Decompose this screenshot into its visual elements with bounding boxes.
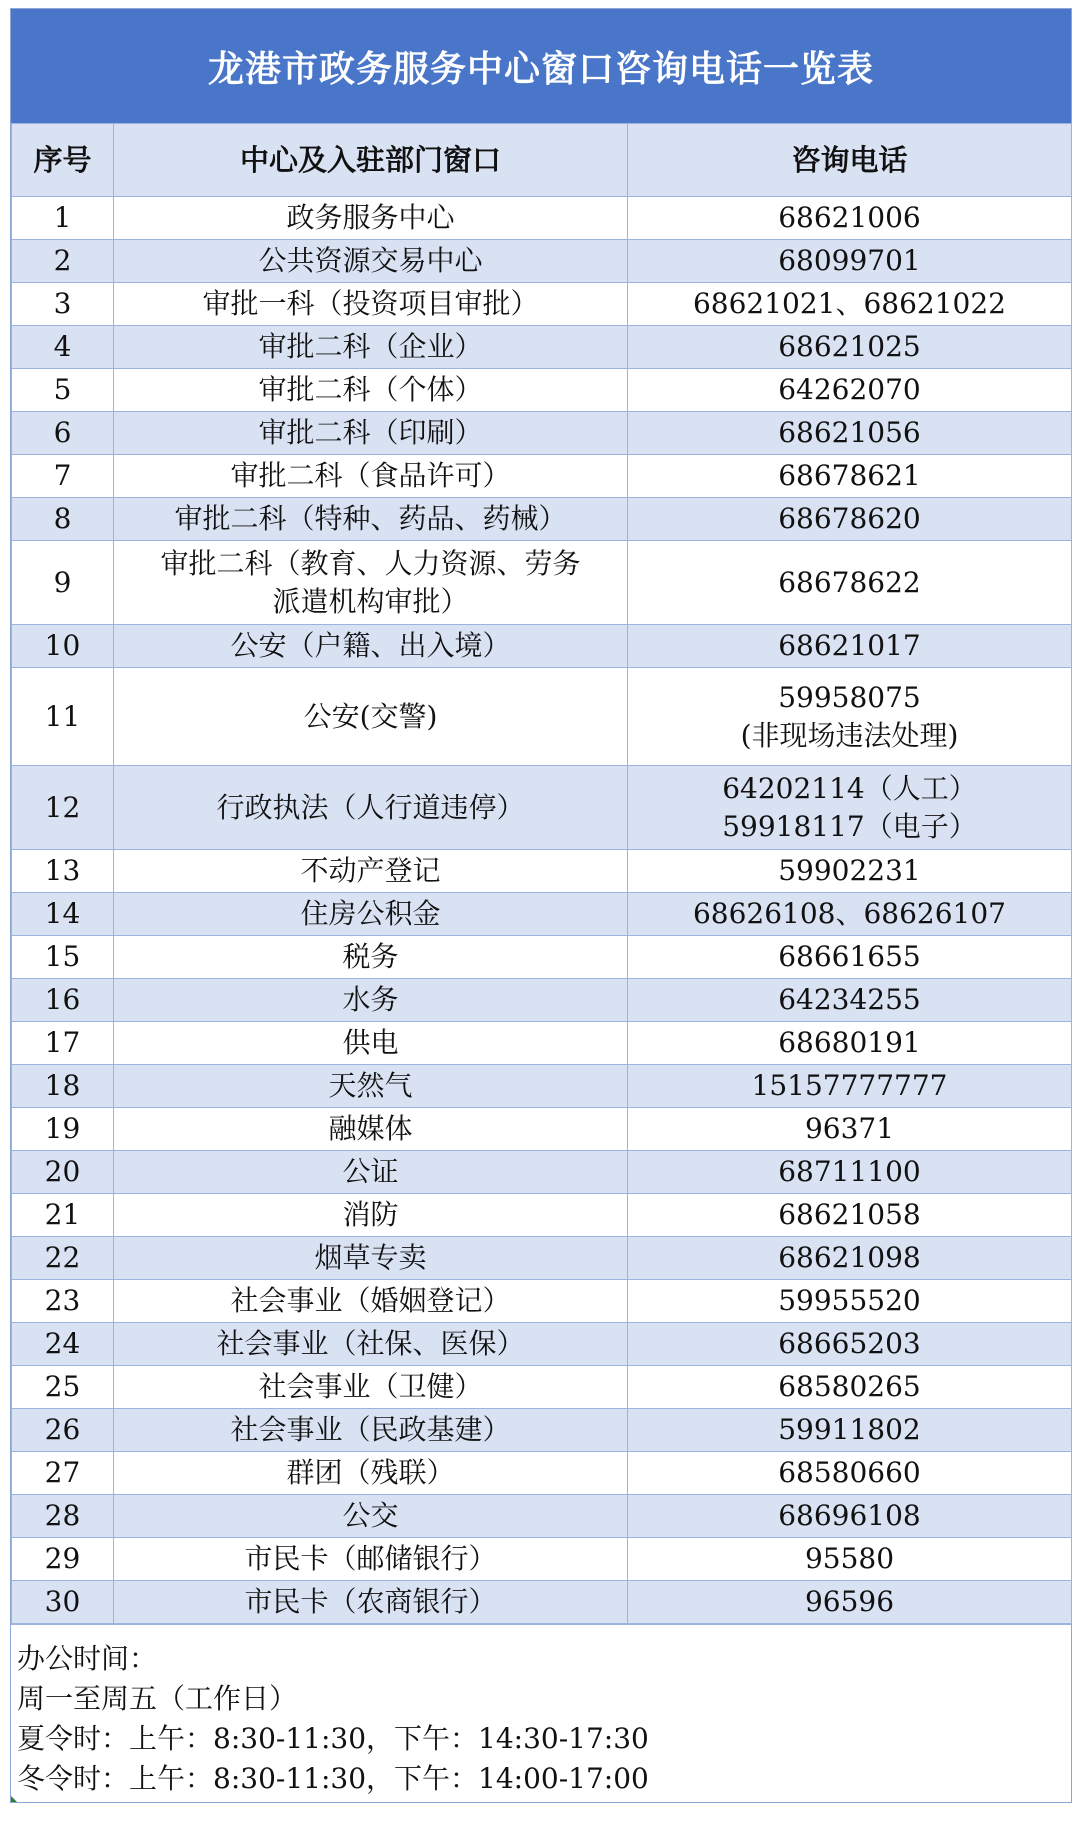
cell-dept bbox=[114, 455, 628, 498]
cell-index: 9 bbox=[12, 541, 114, 625]
cell-phone-line: 15157777777 bbox=[751, 1069, 948, 1102]
cell-phone-line: 59955520 bbox=[778, 1284, 921, 1317]
cell-index: 23 bbox=[12, 1280, 114, 1323]
cell-index: 21 bbox=[12, 1194, 114, 1237]
cell-phone-line: 68580660 bbox=[778, 1456, 921, 1489]
header-index: 序号 bbox=[12, 124, 114, 197]
cell-dept-line: 市民卡（农商银行） bbox=[244, 1585, 497, 1618]
cell-dept-line: 审批二科（企业） bbox=[258, 330, 483, 363]
cell-dept bbox=[114, 326, 628, 369]
cell-dept-line: 天然气 bbox=[328, 1069, 413, 1102]
cell-dept-line: 政务服务中心 bbox=[286, 201, 455, 234]
table-row bbox=[12, 1452, 1072, 1495]
cell-index: 24 bbox=[12, 1323, 114, 1366]
cell-phone bbox=[628, 979, 1072, 1022]
table-row bbox=[12, 1280, 1072, 1323]
cell-phone bbox=[628, 1581, 1072, 1624]
cell-phone bbox=[628, 498, 1072, 541]
cell-dept bbox=[114, 979, 628, 1022]
cell-index: 7 bbox=[12, 455, 114, 498]
note-line-summer: 夏令时：上午：8:30-11:30，下午：14:30-17:30 bbox=[17, 1722, 649, 1755]
cell-index: 18 bbox=[12, 1065, 114, 1108]
cell-phone bbox=[628, 1280, 1072, 1323]
cell-index: 12 bbox=[12, 766, 114, 850]
cell-index: 14 bbox=[12, 893, 114, 936]
cell-phone-line: 68621006 bbox=[778, 201, 921, 234]
cell-index: 20 bbox=[12, 1151, 114, 1194]
note-line-weekdays: 周一至周五（工作日） bbox=[17, 1682, 298, 1715]
cell-dept-line: 公证 bbox=[342, 1155, 399, 1188]
table-row bbox=[12, 625, 1072, 668]
cell-index: 8 bbox=[12, 498, 114, 541]
header-phone: 咨询电话 bbox=[628, 124, 1072, 197]
cell-dept-line: 派遣机构审批） bbox=[272, 584, 469, 618]
cell-phone-line: 95580 bbox=[804, 1542, 895, 1575]
table-row bbox=[12, 1108, 1072, 1151]
cell-phone bbox=[628, 1151, 1072, 1194]
cell-dept bbox=[114, 1151, 628, 1194]
cell-dept-line: 审批二科（教育、人力资源、劳务 bbox=[160, 546, 581, 580]
cell-dept-line: 审批二科（个体） bbox=[258, 373, 483, 406]
cell-phone bbox=[628, 1323, 1072, 1366]
cell-phone bbox=[628, 766, 1072, 850]
note-line-winter: 冬令时：上午：8:30-11:30，下午：14:00-17:00 bbox=[17, 1762, 649, 1795]
cell-dept bbox=[114, 1581, 628, 1624]
cell-phone bbox=[628, 1065, 1072, 1108]
cell-dept-line: 住房公积金 bbox=[300, 897, 441, 930]
phone-directory-sheet bbox=[10, 8, 1072, 1803]
cell-phone-line: 68678622 bbox=[778, 565, 921, 599]
cell-phone bbox=[628, 455, 1072, 498]
cell-phone-line: 68621058 bbox=[778, 1198, 921, 1231]
cell-dept bbox=[114, 498, 628, 541]
table-body bbox=[12, 197, 1072, 1624]
cell-phone bbox=[628, 1366, 1072, 1409]
cell-phone-line: 68696108 bbox=[778, 1499, 921, 1532]
table-row bbox=[12, 668, 1072, 766]
table-row bbox=[12, 1366, 1072, 1409]
cell-phone-line: 59902231 bbox=[778, 854, 921, 887]
cell-phone-line: 68621017 bbox=[778, 629, 921, 662]
cell-phone bbox=[628, 240, 1072, 283]
cell-dept bbox=[114, 1538, 628, 1581]
table-row bbox=[12, 498, 1072, 541]
table-row bbox=[12, 1151, 1072, 1194]
cell-dept-line: 审批二科（特种、药品、药械） bbox=[174, 502, 567, 535]
cell-phone bbox=[628, 1452, 1072, 1495]
cell-index: 30 bbox=[12, 1581, 114, 1624]
cell-dept-line: 不动产登记 bbox=[300, 854, 441, 887]
directory-table bbox=[11, 123, 1072, 1624]
cell-dept-line: 社会事业（卫健） bbox=[258, 1370, 483, 1403]
cell-phone-line: 59918117（电子） bbox=[722, 809, 977, 843]
cell-dept-line: 水务 bbox=[342, 983, 399, 1016]
cell-phone-line: 68711100 bbox=[778, 1155, 921, 1188]
cell-phone-line: 64202114（人工） bbox=[722, 771, 977, 805]
cell-index: 26 bbox=[12, 1409, 114, 1452]
table-row bbox=[12, 1409, 1072, 1452]
table-row bbox=[12, 1237, 1072, 1280]
cell-phone-line: 68621098 bbox=[778, 1241, 921, 1274]
cell-phone bbox=[628, 1538, 1072, 1581]
cell-dept bbox=[114, 1022, 628, 1065]
cell-index: 5 bbox=[12, 369, 114, 412]
cell-phone bbox=[628, 541, 1072, 625]
note-line-heading: 办公时间： bbox=[17, 1642, 158, 1675]
cell-dept bbox=[114, 412, 628, 455]
table-row bbox=[12, 1194, 1072, 1237]
cell-dept-line: 社会事业（婚姻登记） bbox=[230, 1284, 511, 1317]
cell-phone bbox=[628, 1409, 1072, 1452]
cell-index: 4 bbox=[12, 326, 114, 369]
cell-index: 11 bbox=[12, 668, 114, 766]
table-row bbox=[12, 283, 1072, 326]
cell-phone-line: 68678620 bbox=[778, 502, 921, 535]
cell-dept-line: 市民卡（邮储银行） bbox=[244, 1542, 497, 1575]
cell-phone-line: 68099701 bbox=[778, 244, 921, 277]
table-row bbox=[12, 893, 1072, 936]
cell-dept bbox=[114, 1366, 628, 1409]
cell-phone bbox=[628, 850, 1072, 893]
table-row bbox=[12, 1495, 1072, 1538]
cell-dept-line: 公共资源交易中心 bbox=[258, 244, 483, 277]
cell-dept-line: 公安(交警) bbox=[303, 699, 438, 733]
cell-index: 16 bbox=[12, 979, 114, 1022]
cell-index: 17 bbox=[12, 1022, 114, 1065]
cell-dept bbox=[114, 541, 628, 625]
cell-index: 28 bbox=[12, 1495, 114, 1538]
cell-phone-line: 64262070 bbox=[778, 373, 921, 406]
cell-dept bbox=[114, 1194, 628, 1237]
cell-dept-line: 公安（户籍、出入境） bbox=[230, 629, 511, 662]
table-row bbox=[12, 369, 1072, 412]
cell-dept bbox=[114, 1065, 628, 1108]
cell-dept bbox=[114, 1323, 628, 1366]
cell-dept bbox=[114, 625, 628, 668]
cell-phone-line: 68580265 bbox=[778, 1370, 921, 1403]
cell-index: 2 bbox=[12, 240, 114, 283]
cell-phone bbox=[628, 283, 1072, 326]
cell-dept bbox=[114, 1452, 628, 1495]
table-row bbox=[12, 1323, 1072, 1366]
cell-dept bbox=[114, 850, 628, 893]
cell-phone bbox=[628, 936, 1072, 979]
cell-dept-line: 审批二科（印刷） bbox=[258, 416, 483, 449]
sheet-title: 龙港市政务服务中心窗口咨询电话一览表 bbox=[11, 9, 1071, 123]
cell-phone-line: 59958075 bbox=[778, 680, 921, 714]
cell-phone-line: 68626108、68626107 bbox=[692, 897, 1007, 930]
cell-index: 27 bbox=[12, 1452, 114, 1495]
cell-phone-line: 68621021、68621022 bbox=[692, 287, 1007, 320]
cell-phone bbox=[628, 1108, 1072, 1151]
cell-dept-line: 供电 bbox=[342, 1026, 399, 1059]
cell-phone-line: 96596 bbox=[804, 1585, 895, 1618]
cell-dept bbox=[114, 1280, 628, 1323]
cell-phone bbox=[628, 1237, 1072, 1280]
cell-dept bbox=[114, 1237, 628, 1280]
cell-index: 15 bbox=[12, 936, 114, 979]
cell-marker-icon bbox=[11, 1796, 17, 1802]
cell-phone bbox=[628, 1022, 1072, 1065]
cell-phone-line: 96371 bbox=[804, 1112, 895, 1145]
cell-phone bbox=[628, 668, 1072, 766]
cell-index: 1 bbox=[12, 197, 114, 240]
cell-dept-line: 群团（残联） bbox=[286, 1456, 455, 1489]
cell-phone bbox=[628, 412, 1072, 455]
cell-index: 6 bbox=[12, 412, 114, 455]
table-header-row bbox=[12, 124, 1072, 197]
cell-dept bbox=[114, 240, 628, 283]
cell-dept bbox=[114, 1495, 628, 1538]
cell-phone-line: 68661655 bbox=[778, 940, 921, 973]
cell-phone-line: 64234255 bbox=[778, 983, 921, 1016]
cell-dept bbox=[114, 893, 628, 936]
table-row bbox=[12, 936, 1072, 979]
table-row bbox=[12, 1022, 1072, 1065]
cell-phone bbox=[628, 1194, 1072, 1237]
cell-index: 19 bbox=[12, 1108, 114, 1151]
cell-dept-line: 审批一科（投资项目审批） bbox=[202, 287, 539, 320]
cell-dept bbox=[114, 283, 628, 326]
cell-dept bbox=[114, 1108, 628, 1151]
table-row bbox=[12, 850, 1072, 893]
cell-phone bbox=[628, 1495, 1072, 1538]
cell-phone-line: 68680191 bbox=[778, 1026, 921, 1059]
cell-index: 25 bbox=[12, 1366, 114, 1409]
cell-phone bbox=[628, 625, 1072, 668]
cell-dept-line: 消防 bbox=[342, 1198, 399, 1231]
cell-dept-line: 审批二科（食品许可） bbox=[230, 459, 511, 492]
table-row bbox=[12, 240, 1072, 283]
cell-dept-line: 税务 bbox=[342, 940, 399, 973]
cell-phone-line: 68621025 bbox=[778, 330, 921, 363]
table-row bbox=[12, 1581, 1072, 1624]
cell-dept-line: 融媒体 bbox=[328, 1112, 413, 1145]
cell-dept bbox=[114, 936, 628, 979]
table-row bbox=[12, 412, 1072, 455]
cell-dept bbox=[114, 1409, 628, 1452]
cell-dept-line: 行政执法（人行道违停） bbox=[216, 790, 525, 824]
cell-dept-line: 烟草专卖 bbox=[314, 1241, 427, 1274]
cell-index: 10 bbox=[12, 625, 114, 668]
cell-dept bbox=[114, 369, 628, 412]
cell-dept-line: 社会事业（社保、医保） bbox=[216, 1327, 525, 1360]
table-row bbox=[12, 541, 1072, 625]
header-dept: 中心及入驻部门窗口 bbox=[114, 124, 628, 197]
office-hours-notes bbox=[11, 1624, 1071, 1802]
cell-phone-line: 59911802 bbox=[778, 1413, 921, 1446]
cell-index: 29 bbox=[12, 1538, 114, 1581]
cell-dept bbox=[114, 766, 628, 850]
cell-dept bbox=[114, 197, 628, 240]
cell-dept-line: 社会事业（民政基建） bbox=[230, 1413, 511, 1446]
table-row bbox=[12, 766, 1072, 850]
table-row bbox=[12, 455, 1072, 498]
cell-dept bbox=[114, 668, 628, 766]
table-row bbox=[12, 326, 1072, 369]
table-row bbox=[12, 979, 1072, 1022]
cell-dept-line: 公交 bbox=[342, 1499, 399, 1532]
cell-phone-line: 68678621 bbox=[778, 459, 921, 492]
cell-phone bbox=[628, 326, 1072, 369]
cell-phone bbox=[628, 893, 1072, 936]
cell-phone-line: 68665203 bbox=[778, 1327, 921, 1360]
cell-phone bbox=[628, 369, 1072, 412]
cell-index: 22 bbox=[12, 1237, 114, 1280]
cell-phone-line: (非现场违法处理) bbox=[740, 718, 959, 752]
cell-phone bbox=[628, 197, 1072, 240]
cell-index: 13 bbox=[12, 850, 114, 893]
cell-phone-line: 68621056 bbox=[778, 416, 921, 449]
table-row bbox=[12, 1065, 1072, 1108]
table-row bbox=[12, 1538, 1072, 1581]
table-row bbox=[12, 197, 1072, 240]
cell-index: 3 bbox=[12, 283, 114, 326]
